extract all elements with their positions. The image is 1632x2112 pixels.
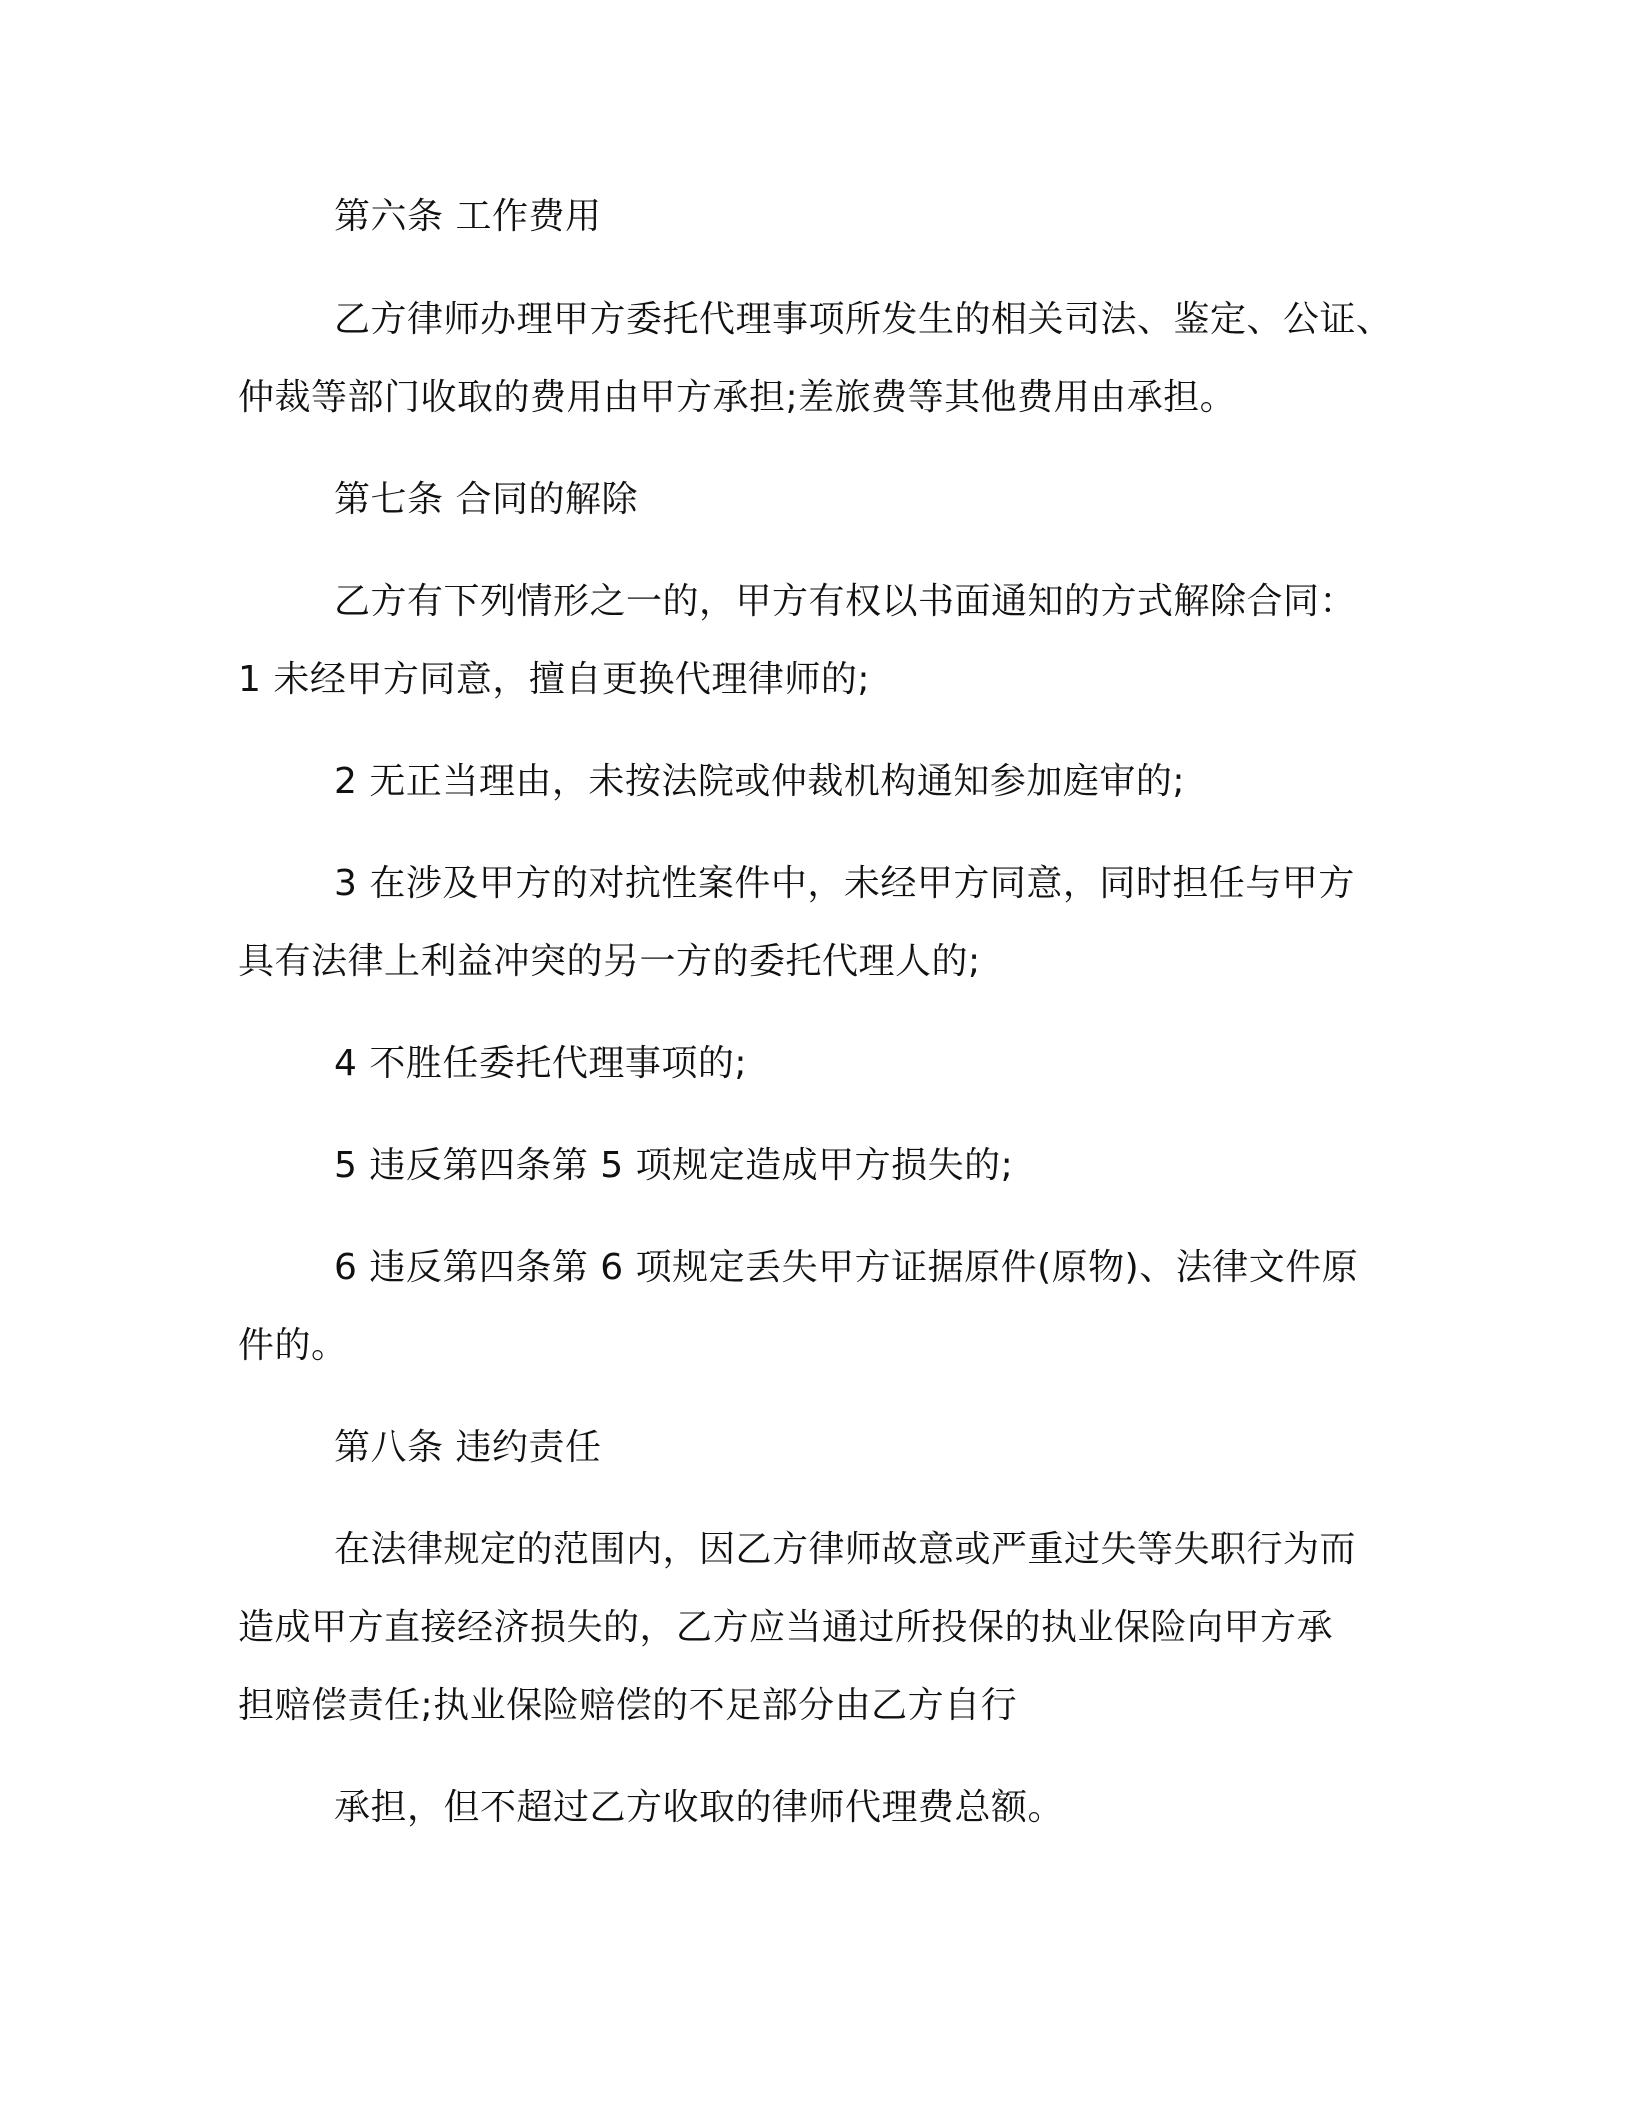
article-6-body-line-1: 乙方律师办理甲方委托代理事项所发生的相关司法、鉴定、公证、 (334, 299, 1393, 340)
article-7-item-4: 4 不胜任委托代理事项的; (334, 1043, 747, 1084)
article-7-item-3-line-2: 具有法律上利益冲突的另一方的委托代理人的; (238, 941, 981, 982)
article-8-body-line-1: 在法律规定的范围内，因乙方律师故意或严重过失等失职行为而 (334, 1529, 1357, 1570)
article-6-body-line-2: 仲裁等部门收取的费用由甲方承担;差旅费等其他费用由承担。 (238, 377, 1237, 418)
article-7-item-2: 2 无正当理由，未按法院或仲裁机构通知参加庭审的; (334, 761, 1185, 802)
article-7-heading: 第七条 合同的解除 (334, 479, 638, 520)
article-8-body-line-3: 担赔偿责任;执业保险赔偿的不足部分由乙方自行 (238, 1685, 1018, 1726)
article-8-body-line-4: 承担，但不超过乙方收取的律师代理费总额。 (334, 1787, 1065, 1828)
article-7-item-6-line-1: 6 违反第四条第 6 项规定丢失甲方证据原件(原物)、法律文件原 (334, 1247, 1359, 1288)
article-7-intro: 乙方有下列情形之一的，甲方有权以书面通知的方式解除合同： (334, 581, 1357, 622)
article-7-item-5: 5 违反第四条第 5 项规定造成甲方损失的; (334, 1145, 1014, 1186)
article-6-heading: 第六条 工作费用 (334, 196, 602, 237)
article-8-heading: 第八条 违约责任 (334, 1427, 602, 1468)
article-7-item-6-line-2: 件的。 (238, 1325, 348, 1366)
article-8-body-line-2: 造成甲方直接经济损失的，乙方应当通过所投保的执业保险向甲方承 (238, 1607, 1334, 1648)
article-7-item-3-line-1: 3 在涉及甲方的对抗性案件中，未经甲方同意，同时担任与甲方 (334, 863, 1355, 904)
article-7-item-1: 1 未经甲方同意，擅自更换代理律师的; (238, 659, 870, 700)
